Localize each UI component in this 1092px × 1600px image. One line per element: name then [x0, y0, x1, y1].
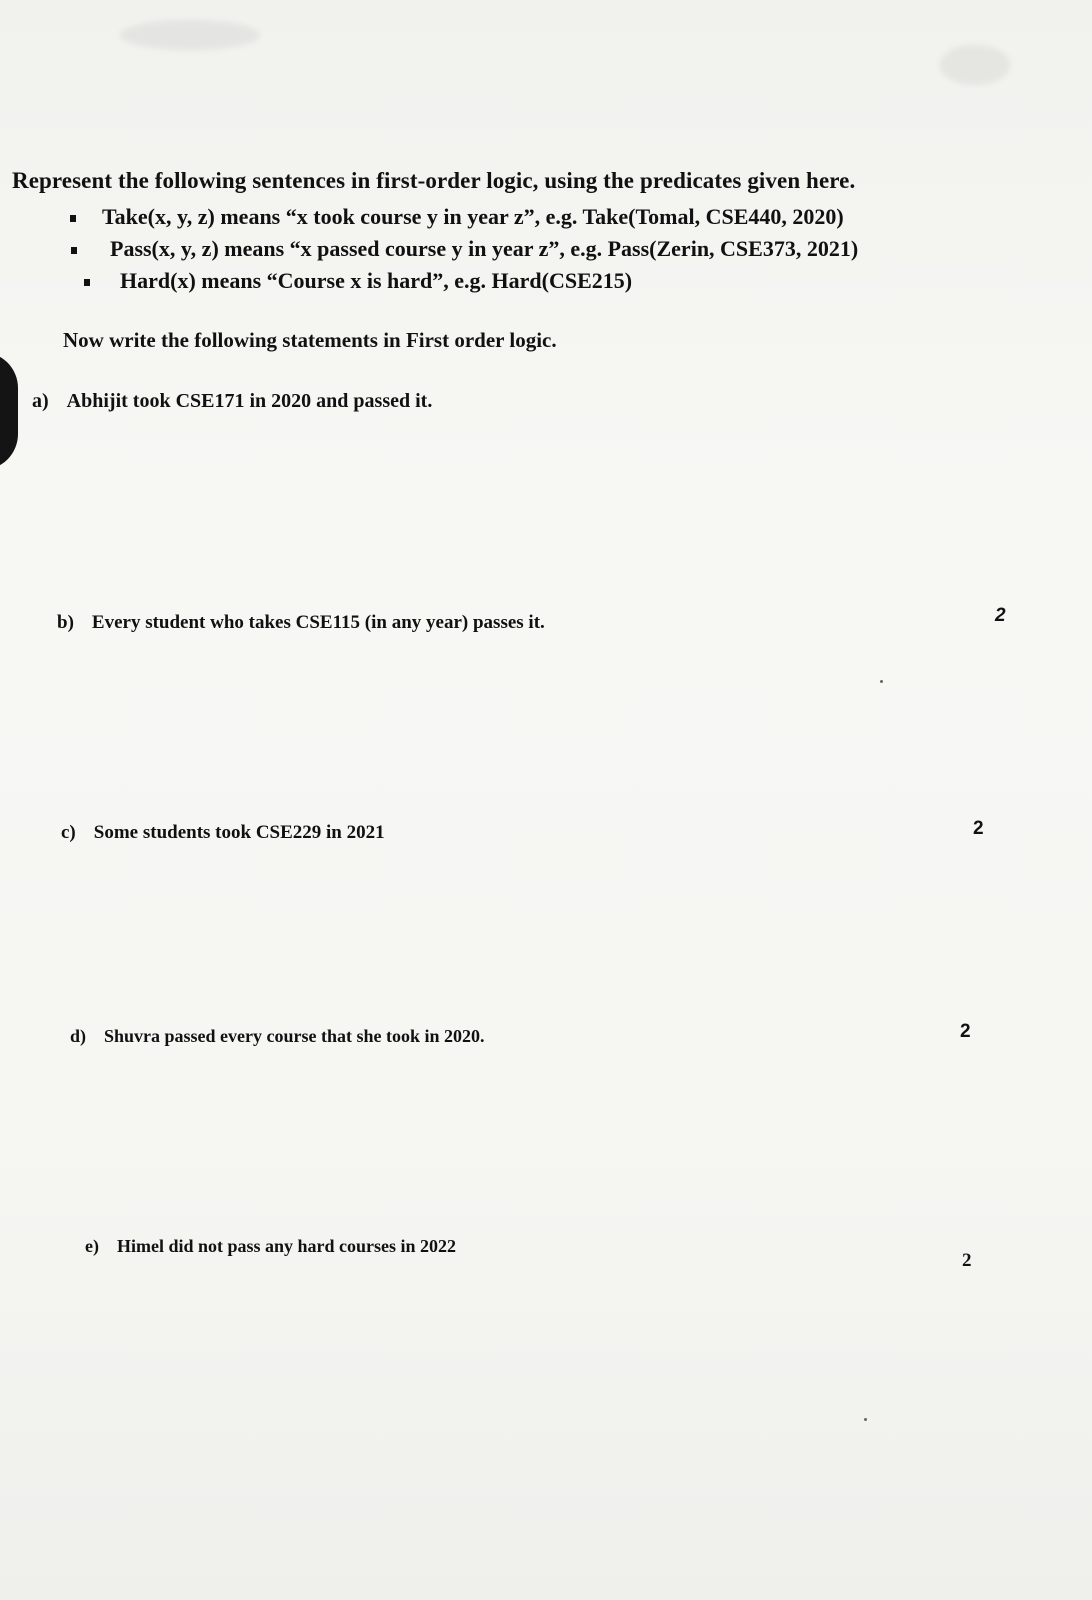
question-label: e) — [85, 1236, 99, 1256]
marks-c: 2 — [973, 818, 984, 839]
instruction-text: Now write the following statements in First order logic. — [63, 328, 557, 352]
question-a — [32, 390, 432, 413]
marks-e: 2 — [962, 1250, 972, 1271]
question-label: b) — [57, 612, 74, 633]
question-label: d) — [70, 1026, 87, 1046]
predicate-text: Pass(x, y, z) means “x passed course y in year z”, e.g. Pass(Zerin, CSE373, 2021) — [110, 236, 859, 261]
scan-smudge — [940, 45, 1010, 85]
question-text: Abhijit took CSE171 in 2020 and passed it. — [66, 390, 433, 412]
predicate-text: Take(x, y, z) means “x took course y in year z”, e.g. Take(Tomal, CSE440, 2020) — [102, 204, 844, 229]
question-c — [61, 822, 385, 844]
scan-speck — [864, 1418, 867, 1421]
intro-text: Represent the following sentences in first-order logic, using the predicates given here. — [12, 168, 856, 193]
question-e — [85, 1236, 456, 1257]
bullet-icon — [71, 247, 77, 254]
predicate-text: Hard(x) means “Course x is hard”, e.g. Hard(CSE215) — [120, 268, 633, 293]
question-label: c) — [61, 822, 76, 843]
question-d — [70, 1026, 485, 1047]
bullet-icon — [84, 279, 90, 286]
scan-smudge — [120, 20, 260, 50]
question-text: Himel did not pass any hard courses in 2022 — [116, 1236, 457, 1256]
question-text: Every student who takes CSE115 (in any year) passes it. — [91, 612, 545, 633]
question-label: a) — [32, 390, 49, 412]
marks-b: 2 — [995, 605, 1006, 626]
marks-d: 2 — [960, 1021, 971, 1042]
question-b — [57, 612, 545, 634]
scan-speck — [880, 680, 883, 683]
question-text: Some students took CSE229 in 2021 — [93, 822, 385, 843]
bullet-icon — [70, 215, 76, 222]
page-edge-shadow — [0, 352, 18, 470]
question-text: Shuvra passed every course that she took in 2020. — [104, 1026, 485, 1046]
